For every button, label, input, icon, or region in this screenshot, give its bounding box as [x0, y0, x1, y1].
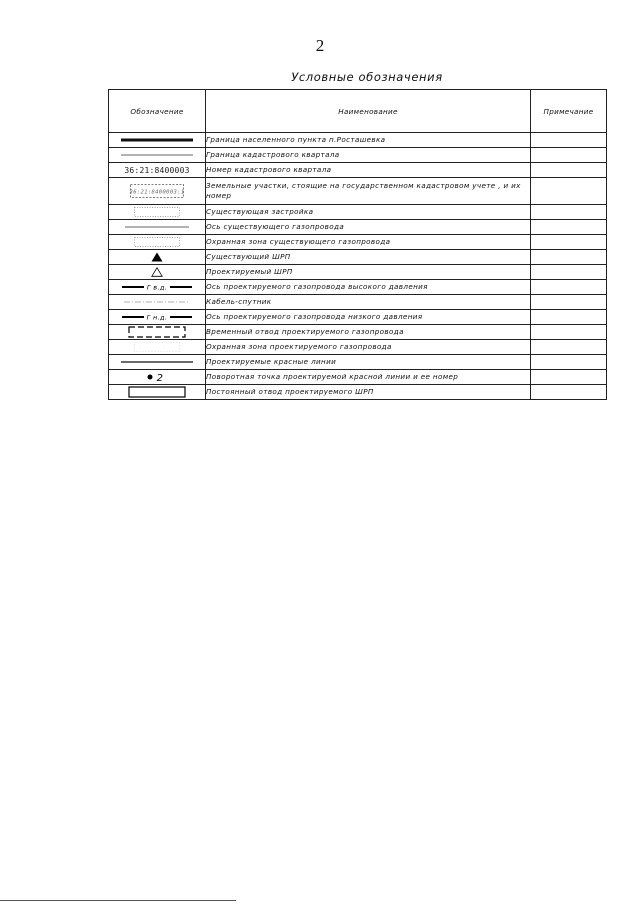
legend-note [531, 163, 607, 178]
legend-name: Земельные участки, стоящие на государственном кадастровом учете , и их номер [206, 178, 531, 205]
legend-name: Ось проектируемого газопровода высокого давления [206, 280, 531, 295]
symbol-thin-line [109, 220, 206, 235]
symbol-medium-line [109, 355, 206, 370]
legend-name: Номер кадастрового квартала [206, 163, 531, 178]
lp-gas-label: Г н.д. [146, 313, 168, 321]
legend-name: Кабель-спутник [206, 295, 531, 310]
parcel-number: 36:21:8400003:1 [130, 189, 184, 196]
legend-row [109, 355, 607, 370]
symbol-thin-line [109, 148, 206, 163]
legend-row [109, 265, 607, 280]
legend-name: Граница населенного пункта п.Росташевка [206, 133, 531, 148]
symbol-dashed-box-label [109, 178, 206, 205]
legend-row [109, 340, 607, 355]
symbol-dotted-box [109, 205, 206, 220]
legend-row [109, 295, 607, 310]
outline-triangle-icon [109, 265, 206, 280]
legend-row [109, 163, 607, 178]
legend-note [531, 133, 607, 148]
legend-name: Существующая застройка [206, 205, 531, 220]
header-name: Наименование [206, 90, 531, 133]
legend-note [531, 280, 607, 295]
legend-row [109, 205, 607, 220]
legend-title: Условные обозначения [291, 70, 443, 84]
symbol-dashed-rect [109, 325, 206, 340]
legend-name: Ось существующего газопровода [206, 220, 531, 235]
legend-row [109, 220, 607, 235]
legend-name: Поворотная точка проектируемой красной линии и ее номер [206, 370, 531, 385]
legend-row [109, 250, 607, 265]
legend-note [531, 148, 607, 163]
cadastral-number: 36:21:8400003 [124, 165, 190, 175]
legend-name: Ось проектируемого газопровода низкого давления [206, 310, 531, 325]
legend-header-row [109, 90, 607, 133]
symbol-dash-dot-line [109, 295, 206, 310]
symbol-dot-number [109, 370, 206, 385]
legend-row [109, 325, 607, 340]
legend-row [109, 370, 607, 385]
legend-note [531, 205, 607, 220]
legend-row [109, 280, 607, 295]
legend-note [531, 235, 607, 250]
symbol-thick-line [109, 133, 206, 148]
legend-name: Постоянный отвод проектируемого ШРП [206, 385, 531, 400]
legend-name: Проектируемый ШРП [206, 265, 531, 280]
turning-point-number: 2 [156, 373, 164, 383]
legend-note [531, 250, 607, 265]
header-symbol: Обозначение [109, 90, 206, 133]
legend-row [109, 133, 607, 148]
legend-note [531, 385, 607, 400]
symbol-cadastral-text [109, 163, 206, 178]
legend-name: Проектируемые красные линии [206, 355, 531, 370]
symbol-solid-rect [109, 385, 206, 400]
legend-row [109, 178, 607, 205]
legend-note [531, 325, 607, 340]
legend-table [108, 89, 607, 400]
header-note: Примечание [531, 90, 607, 133]
legend-row [109, 310, 607, 325]
hp-gas-label: Г в.д. [146, 283, 168, 291]
legend-note [531, 355, 607, 370]
legend-name: Временный отвод проектируемого газопровода [206, 325, 531, 340]
filled-triangle-icon [109, 250, 206, 265]
legend-note [531, 220, 607, 235]
legend-name: Граница кадастрового квартала [206, 148, 531, 163]
page-number: 2 [315, 36, 325, 55]
symbol-dotted-box [109, 340, 206, 355]
legend-row [109, 148, 607, 163]
footnote-separator [0, 900, 236, 901]
legend-name: Охранная зона проектируемого газопровода [206, 340, 531, 355]
legend-note [531, 295, 607, 310]
legend-note [531, 178, 607, 205]
legend-note [531, 265, 607, 280]
symbol-dotted-box [109, 235, 206, 250]
legend-name: Существующий ШРП [206, 250, 531, 265]
symbol-labeled-line [109, 280, 206, 295]
legend-note [531, 310, 607, 325]
legend-note [531, 340, 607, 355]
legend-row [109, 235, 607, 250]
legend-note [531, 370, 607, 385]
legend-name: Охранная зона существующего газопровода [206, 235, 531, 250]
legend-row [109, 385, 607, 400]
symbol-labeled-line [109, 310, 206, 325]
